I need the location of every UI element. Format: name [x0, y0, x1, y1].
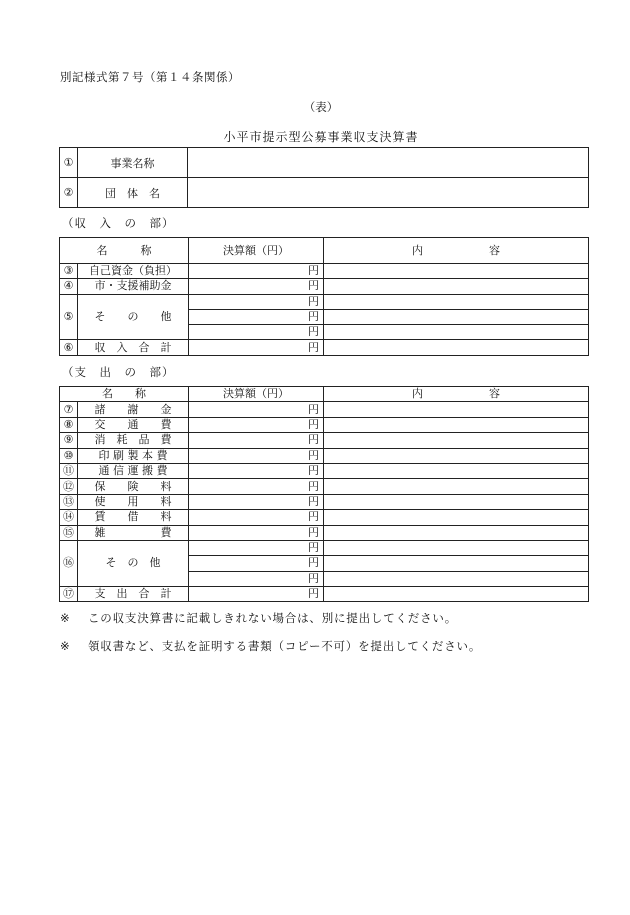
name-header: 名 称 [60, 387, 189, 402]
detail-field[interactable] [324, 463, 589, 478]
table-row [60, 402, 589, 417]
table-row [60, 279, 589, 294]
detail-field[interactable] [324, 510, 589, 525]
row-number: ⑦ [60, 402, 78, 417]
row-number: ⑨ [60, 433, 78, 448]
table-row [60, 417, 589, 432]
table-row [60, 463, 589, 478]
amount-field[interactable]: 円 [189, 494, 324, 509]
detail-field[interactable] [324, 587, 589, 602]
amount-field[interactable]: 円 [189, 540, 324, 555]
note-mark: ※ [60, 639, 71, 653]
amount-field[interactable]: 円 [189, 309, 324, 324]
name-header: 名 称 [60, 238, 189, 264]
amount-field[interactable]: 円 [189, 525, 324, 540]
page-side-label: （表） [303, 100, 339, 114]
organization-name-field[interactable] [188, 178, 589, 208]
row-number: ⑧ [60, 417, 78, 432]
note-1 [60, 610, 457, 626]
row-label: 使 用 料 [78, 494, 189, 509]
detail-field[interactable] [324, 340, 589, 355]
detail-field[interactable] [324, 540, 589, 555]
row-label: 支 出 合 計 [78, 587, 189, 602]
detail-field[interactable] [324, 433, 589, 448]
detail-field[interactable] [324, 571, 589, 586]
row-number: ③ [60, 264, 78, 279]
row-label: 雑 費 [78, 525, 189, 540]
detail-header: 内 容 [324, 238, 589, 264]
amount-field[interactable]: 円 [189, 463, 324, 478]
organization-name-label: 団 体 名 [78, 178, 188, 208]
detail-field[interactable] [324, 448, 589, 463]
detail-field[interactable] [324, 494, 589, 509]
row-number: ⑤ [60, 294, 78, 340]
detail-field[interactable] [324, 294, 589, 309]
note-text: この収支決算書に記載しきれない場合は、別に提出してください。 [88, 611, 457, 625]
row-number: ⑩ [60, 448, 78, 463]
detail-field[interactable] [324, 279, 589, 294]
expense-table [59, 386, 589, 602]
row-number: ① [60, 148, 78, 178]
amount-field[interactable]: 円 [189, 448, 324, 463]
table-row [60, 340, 589, 355]
table-row [60, 148, 589, 178]
row-number: ⑫ [60, 479, 78, 494]
row-number: ⑯ [60, 540, 78, 586]
row-label: そ の 他 [78, 294, 189, 340]
amount-field[interactable]: 円 [189, 294, 324, 309]
detail-field[interactable] [324, 417, 589, 432]
amount-field[interactable]: 円 [189, 433, 324, 448]
table-row [60, 433, 589, 448]
note-mark: ※ [60, 611, 71, 625]
row-label: 諸 謝 金 [78, 402, 189, 417]
row-number: ② [60, 178, 78, 208]
detail-field[interactable] [324, 479, 589, 494]
row-label: 印 刷 製 本 費 [78, 448, 189, 463]
table-row [60, 510, 589, 525]
amount-field[interactable]: 円 [189, 417, 324, 432]
note-2 [60, 638, 481, 654]
table-header-row [60, 387, 589, 402]
amount-field[interactable]: 円 [189, 479, 324, 494]
detail-field[interactable] [324, 402, 589, 417]
table-row [60, 448, 589, 463]
row-number: ⑥ [60, 340, 78, 355]
income-section-label: （収 入 の 部） [62, 216, 175, 230]
form-reference: 別記様式第７号（第１４条関係） [60, 70, 240, 84]
table-row [60, 587, 589, 602]
note-text: 領収書など、支払を証明する書類（コピー不可）を提出してください。 [88, 639, 482, 653]
detail-field[interactable] [324, 309, 589, 324]
amount-field[interactable]: 円 [189, 556, 324, 571]
amount-field[interactable]: 円 [189, 587, 324, 602]
amount-header: 決算額（円） [189, 387, 324, 402]
row-label: 交 通 費 [78, 417, 189, 432]
row-number: ⑰ [60, 587, 78, 602]
row-label: 通 信 運 搬 費 [78, 463, 189, 478]
table-row [60, 525, 589, 540]
table-row [60, 494, 589, 509]
row-label: 収 入 合 計 [78, 340, 189, 355]
amount-field[interactable]: 円 [189, 510, 324, 525]
row-number: ⑪ [60, 463, 78, 478]
amount-field[interactable]: 円 [189, 325, 324, 340]
table-row [60, 294, 589, 309]
amount-field[interactable]: 円 [189, 571, 324, 586]
detail-field[interactable] [324, 525, 589, 540]
document-title: 小平市提示型公募事業収支決算書 [223, 130, 419, 144]
project-info-table [59, 147, 589, 208]
amount-header: 決算額（円） [189, 238, 324, 264]
project-name-field[interactable] [188, 148, 589, 178]
table-header-row [60, 238, 589, 264]
row-number: ⑮ [60, 525, 78, 540]
table-row [60, 178, 589, 208]
detail-field[interactable] [324, 264, 589, 279]
detail-field[interactable] [324, 325, 589, 340]
income-table [59, 237, 589, 356]
amount-field[interactable]: 円 [189, 340, 324, 355]
table-row [60, 479, 589, 494]
row-number: ④ [60, 279, 78, 294]
row-number: ⑭ [60, 510, 78, 525]
row-label: 保 険 料 [78, 479, 189, 494]
row-label: 市・支援補助金 [78, 279, 189, 294]
detail-field[interactable] [324, 556, 589, 571]
row-label: 自己資金（負担） [78, 264, 189, 279]
row-number: ⑬ [60, 494, 78, 509]
row-label: そ の 他 [78, 540, 189, 586]
project-name-label: 事業名称 [78, 148, 188, 178]
amount-field[interactable]: 円 [189, 279, 324, 294]
table-row [60, 540, 589, 555]
expense-section-label: （支 出 の 部） [62, 365, 175, 379]
row-label: 消 耗 品 費 [78, 433, 189, 448]
row-label: 賃 借 料 [78, 510, 189, 525]
table-row [60, 264, 589, 279]
amount-field[interactable]: 円 [189, 264, 324, 279]
amount-field[interactable]: 円 [189, 402, 324, 417]
detail-header: 内 容 [324, 387, 589, 402]
